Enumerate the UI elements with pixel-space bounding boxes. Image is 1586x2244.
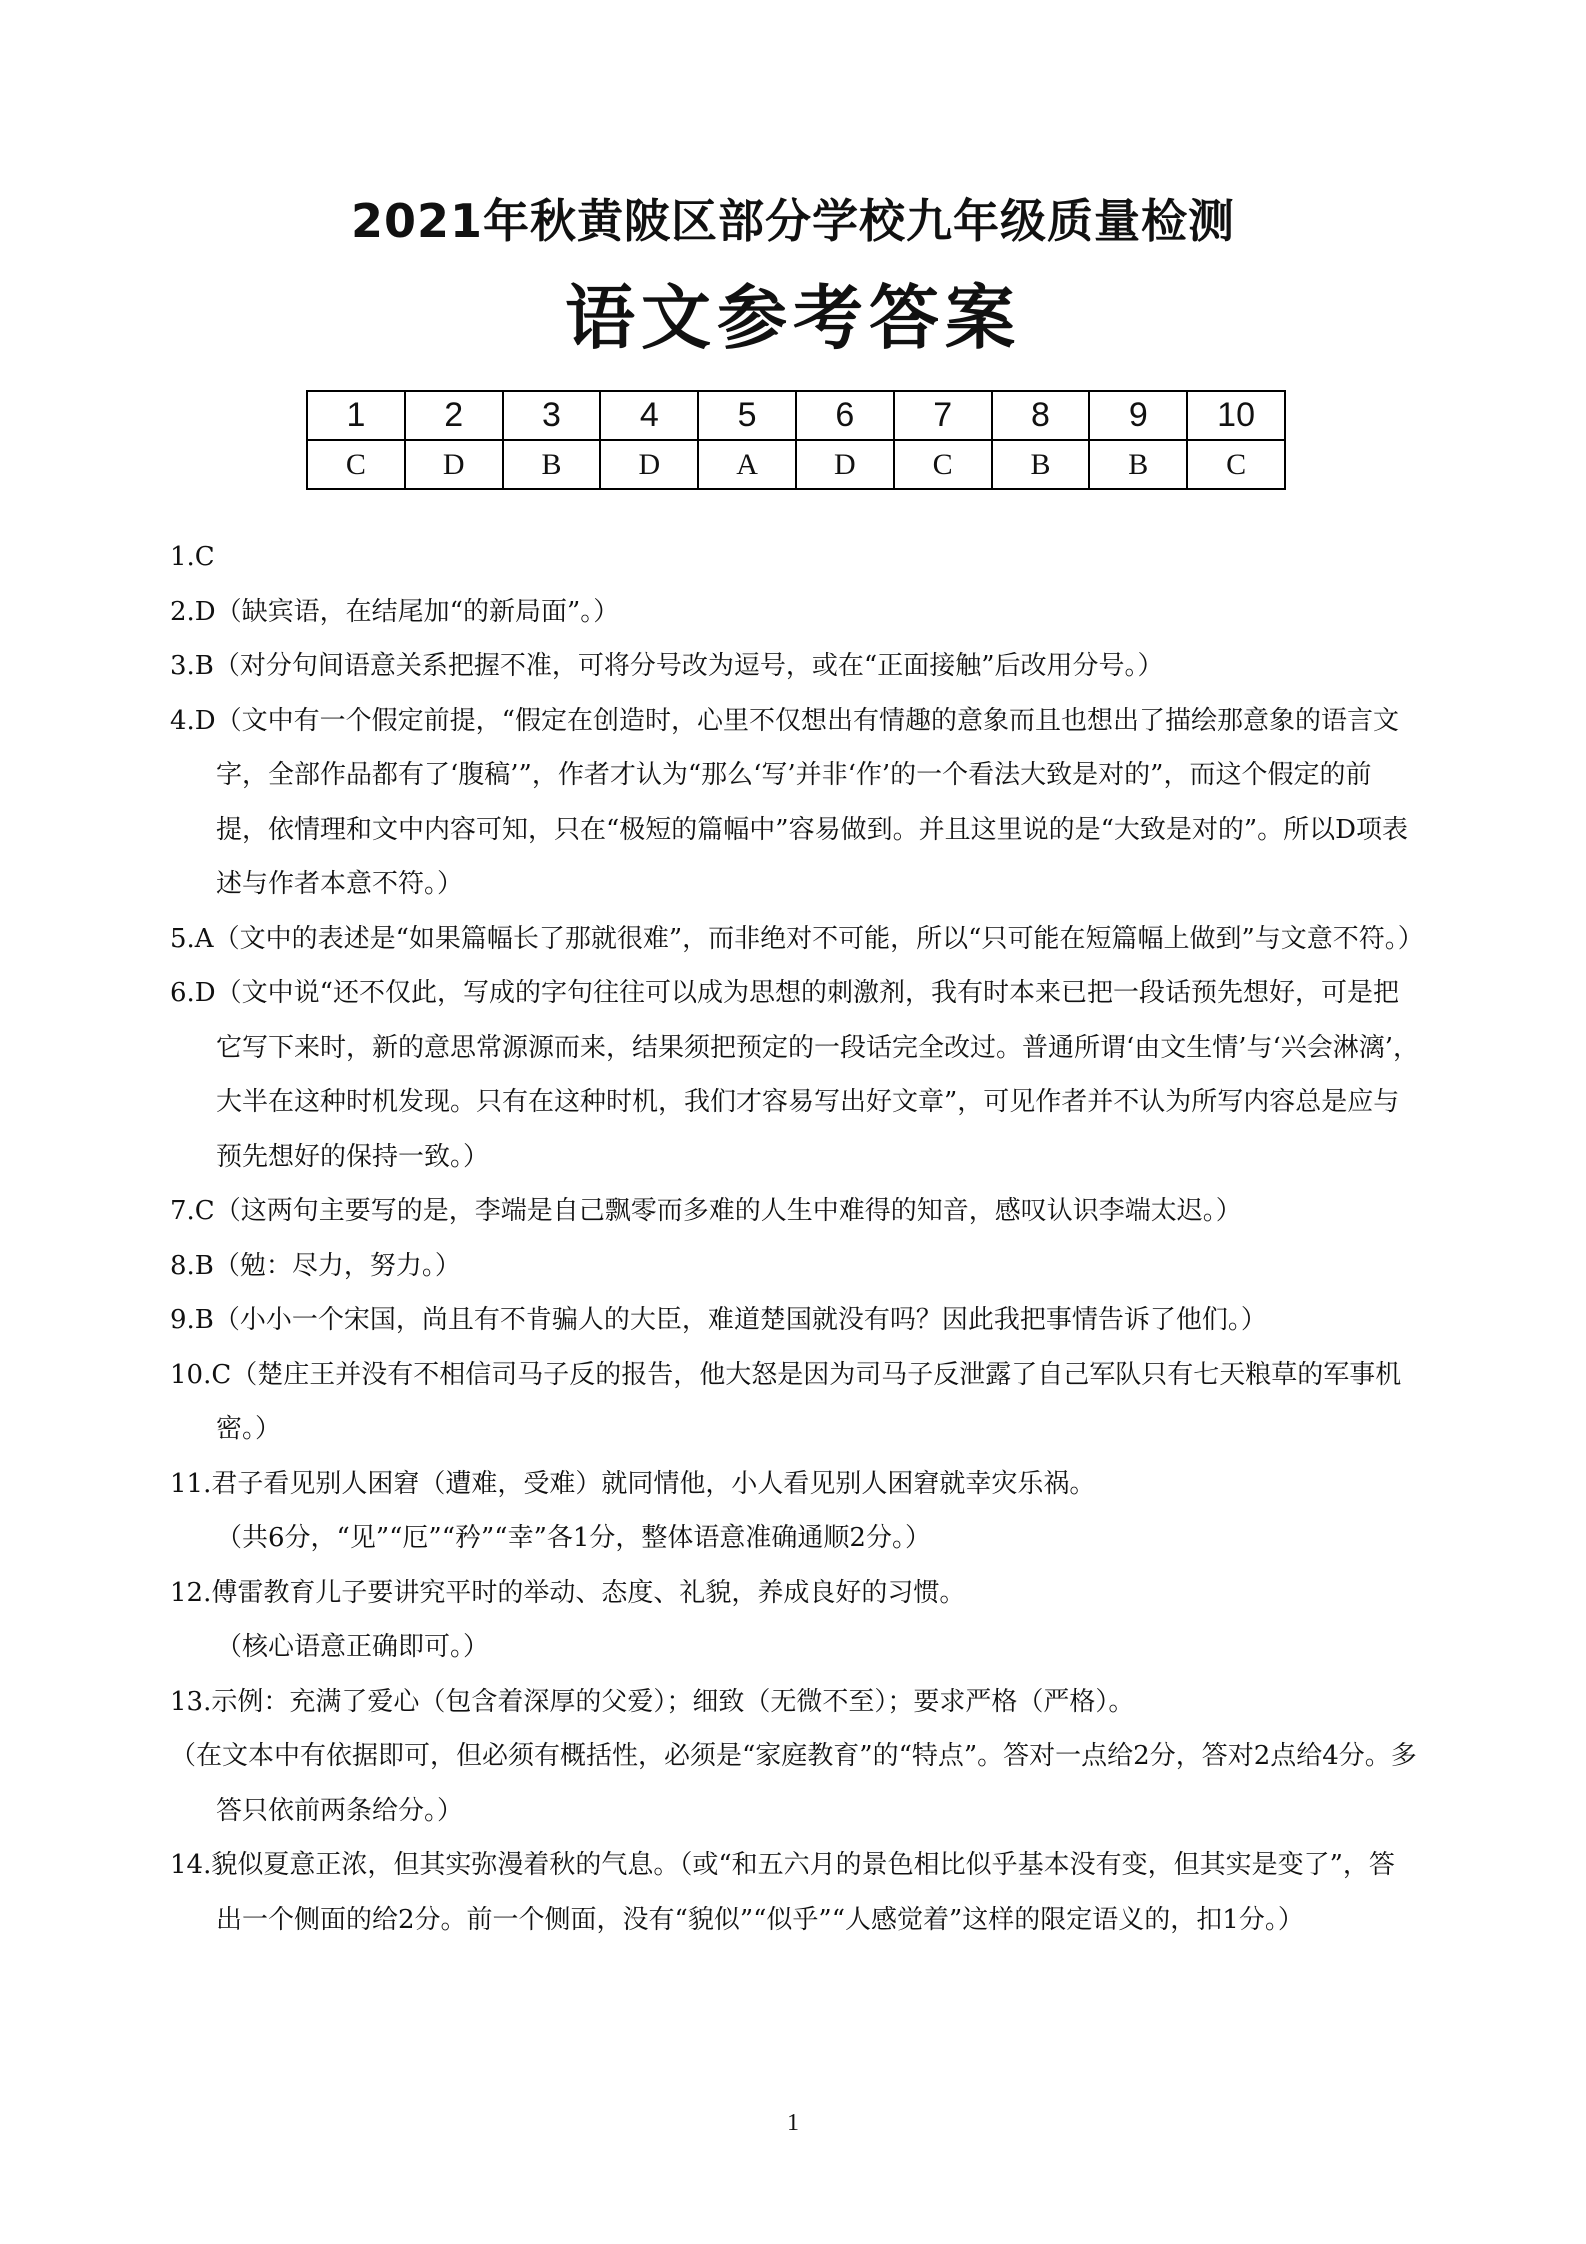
answer-cell: C [894,440,992,489]
answer-item-text: 14.貌似夏意正浓，但其实弥漫着秋的气息。（或“和五六月的景色相比似乎基本没有变，但其实是变了”，答出一个侧面的给2分。前一个侧面，没有“貌似”“似乎”“人感觉着”这样的限定语义的，扣1分。） [170,1850,1395,1935]
answer-cell: D [600,440,698,489]
question-number-cell: 10 [1187,391,1285,440]
answer-item-10 [170,1348,1420,1457]
answer-item-text: 9.B（小小一个宋国，尚且有不肯骗人的大臣，难道楚国就没有吗？因此我把事情告诉了他们。） [170,1305,1267,1335]
answer-cell: C [1187,440,1285,489]
answer-table-number-row [307,391,1285,440]
question-number-cell: 6 [796,391,894,440]
answer-cell: B [992,440,1090,489]
answer-item-text: 8.B（勉：尽力，努力。） [170,1250,461,1281]
answer-cell: D [796,440,894,489]
answer-item-text: 11.君子看见别人困窘（遭难，受难）就同情他，小人看见别人困窘就幸灾乐祸。 [170,1468,1096,1499]
answer-cell: B [1089,440,1187,489]
answer-item-7 [170,1184,1420,1239]
answer-item-text: 6.D（文中说“还不仅此，写成的字句往往可以成为思想的刺激剂，我有时本来已把一段话预先想好，可是把它写下来时，新的意思常源源而来，结果须把预定的一段话完全改过。普通所谓‘由文生情’与‘兴会淋漓’，大半在这种时机发现。只有在这种时机，我们才容易写出好文章”，可见作者并不认为所写内容总是应与预先想好的保持一致。） [170,978,1420,1172]
answer-key-title: 语文参考答案 [565,277,1021,359]
answer-item-2 [170,585,1420,640]
scoring-note: （核心语意正确即可。） [216,1632,490,1662]
answer-item-9 [170,1293,1420,1348]
exam-title: 2021年秋黄陂区部分学校九年级质量检测 [350,194,1236,248]
question-number-cell: 2 [405,391,503,440]
question-number-cell: 3 [503,391,601,440]
answer-item-text: 12.傅雷教育儿子要讲究平时的举动、态度、礼貌，养成良好的习惯。 [170,1577,966,1608]
answer-item-4 [170,694,1420,912]
answer-item-6 [170,966,1420,1184]
answer-item-text: 13.示例：充满了爱心（包含着深厚的父爱）；细致（无微不至）；要求严格（严格）。 [170,1686,1135,1717]
answer-item-5 [170,912,1424,967]
answer-item-text: 3.B（对分句间语意关系把握不准，可将分号改为逗号，或在“正面接触”后改用分号。） [170,651,1164,681]
answer-cell: D [405,440,503,489]
answer-explanations [170,530,1424,1947]
answer-cell: B [503,440,601,489]
answer-item-13 [170,1675,1420,1839]
question-number-cell: 9 [1089,391,1187,440]
answer-item-text: 2.D（缺宾语，在结尾加“的新局面”。） [170,596,620,627]
scoring-note: （在文本中有依据即可，但必须有概括性，必须是“家庭教育”的“特点”。答对一点给2分，答对2点给4分。多答只依前两条给分。） [170,1741,1417,1826]
answer-item-text: 5.A（文中的表述是“如果篇幅长了那就很难”，而非绝对不可能，所以“只可能在短篇幅上做到”与文意不符。） [170,923,1424,954]
answer-item-14 [170,1838,1420,1947]
answer-item-1 [170,530,1420,585]
question-number-cell: 4 [600,391,698,440]
question-number-cell: 5 [698,391,796,440]
answer-cell: C [307,440,405,489]
answer-item-text: 7.C（这两句主要写的是，李端是自己飘零而多难的人生中难得的知音，感叹认识李端太迟。） [170,1196,1242,1226]
answer-item-8 [170,1239,1420,1294]
answer-item-3 [170,639,1420,694]
answer-cell: A [698,440,796,489]
question-number-cell: 7 [894,391,992,440]
scoring-note: （共6分，“见”“厄”“矜”“幸”各1分，整体语意准确通顺2分。） [216,1523,931,1553]
answer-item-12 [170,1566,1420,1675]
answer-table-answer-row [307,440,1285,489]
answer-item-text: 4.D（文中有一个假定前提，“假定在创造时，心里不仅想出有情趣的意象而且也想出了描绘那意象的语言文字，全部作品都有了‘腹稿’”，作者才认为“那么‘写’并非‘作’的一个看法大致是对的”，而这个假定的前提，依情理和文中内容可知，只在“极短的篇幅中”容易做到。并且这里说的是“大致是对的”。所以D项表述与作者本意不符。） [170,705,1409,899]
answer-item-11 [170,1457,1420,1566]
question-number-cell: 8 [992,391,1090,440]
question-number-cell: 1 [307,391,405,440]
answer-table [306,390,1286,490]
page-number: 1 [787,2110,799,2136]
answer-item-text: 1.C [170,542,215,572]
answer-item-text: 10.C（楚庄王并没有不相信司马子反的报告，他大怒是因为司马子反泄露了自己军队只有七天粮草的军事机密。） [170,1359,1402,1444]
